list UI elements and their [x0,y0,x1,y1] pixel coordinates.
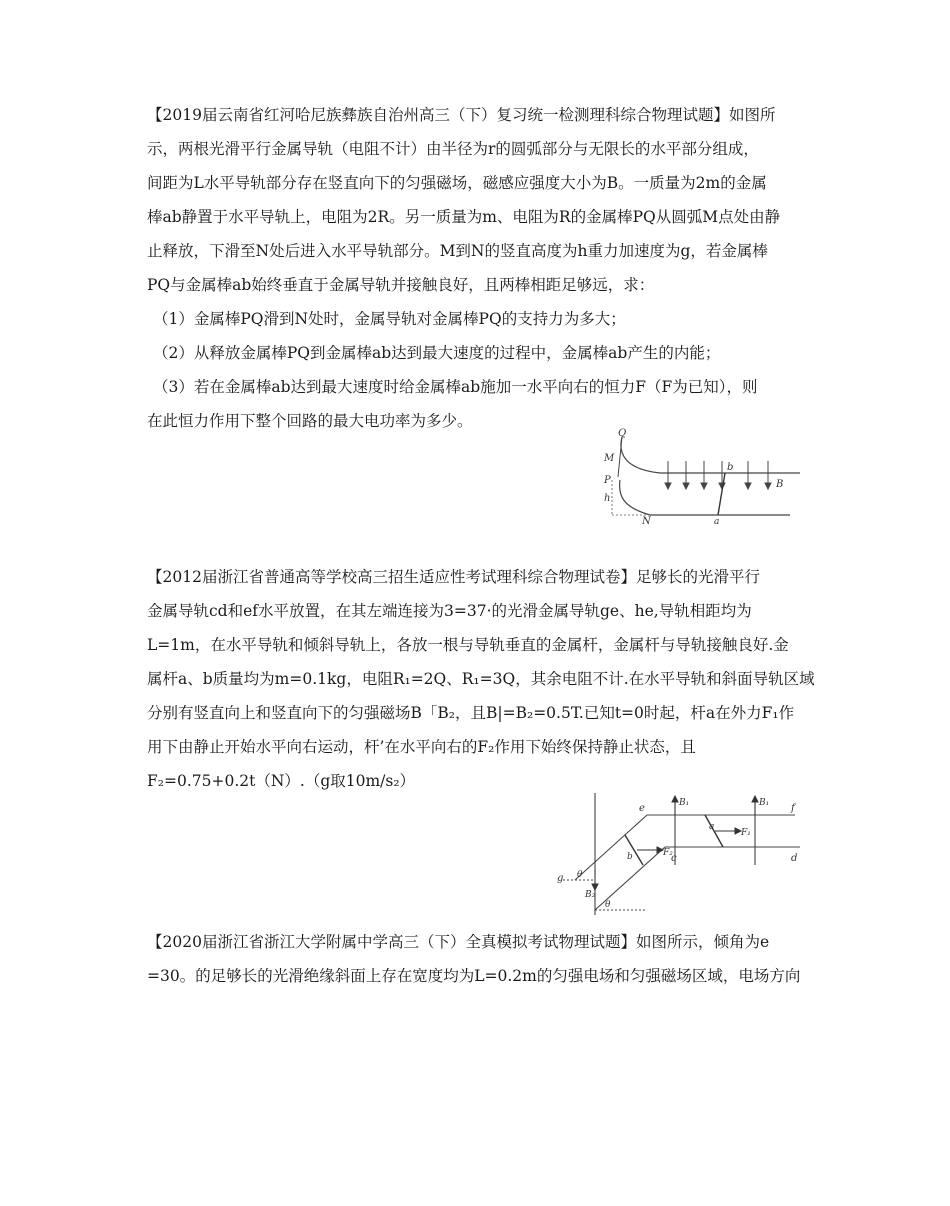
text-line: 【2020届浙江省浙江大学附属中学高三（下）全真模拟考试物理试题】如图所示，倾角为e [147,933,770,951]
label-theta-1: θ [577,870,583,880]
text-line: 止释放，下滑至N处后进入水平导轨部分。M到N的竖直高度为h重力加速度为g，若金属棒 [147,242,768,260]
label-c: c [671,853,677,864]
label-b: b [627,852,633,862]
text-line: 示，两根光滑平行金属导轨（电阻不计）由半径为r的圆弧部分与无限长的水平部分组成， [147,140,759,158]
figure-inclined-rails [555,785,810,920]
problem-3-text [147,925,809,993]
label-b: b [727,462,734,473]
text-line: 【2012届浙江省普通高等学校高三招生适应性考试理科综合物理试卷】足够长的光滑平行 [147,568,760,586]
rails-arc-diagram [590,425,805,525]
label-theta-2: θ [605,900,611,910]
figure-rails-arc [590,425,805,525]
label-g: g [557,873,564,884]
label-a: a [714,517,720,525]
text-line: PQ与金属棒ab始终垂直于金属导轨并接触良好，且两棒相距足够远，求： [147,276,655,294]
label-B1-left: B₁ [679,798,690,808]
label-Q: Q [618,428,627,439]
label-B: B [776,479,784,490]
text-line: 【2019届云南省红河哈尼族彝族自治州高三（下）复习统一检测理科综合物理试题】如图所 [147,106,776,124]
label-d: d [791,853,798,864]
label-B2: B₂ [585,890,596,900]
label-F2: F₂ [663,848,673,858]
inclined-rails-diagram [555,785,810,920]
label-N: N [642,516,651,525]
label-a: a [709,822,715,832]
text-line: 棒ab静置于水平导轨上，电阻为2R。另一质量为m、电阻为R的金属棒PQ从圆弧M点处由静 [147,208,781,226]
question-2: （2）从释放金属棒PQ到金属棒ab达到最大速度的过程中，金属棒ab产生的内能； [153,344,721,362]
label-h: h [604,493,611,504]
text-line: 属杆a、b质量均为m=0.1kg，电阻R₁=2Q、R₁=3Q，其余电阻不计.在水平导轨和斜面导轨区域 [147,670,815,688]
text-line: F₂=0.75+0.2t（N）.（g取10m/s₂） [147,772,416,790]
label-B1-right: B₁ [759,798,770,808]
problem-2-text [147,560,815,798]
text-line: 分别有竖直向上和竖直向下的匀强磁场B「B₂，且B|=B₂=0.5T.已知t=0时起，杆a在外力F₁作 [147,704,795,722]
question-1: （1）金属棒PQ滑到N处时，金属导轨对金属棒PQ的支持力为多大； [153,310,626,328]
text-line: =30。的足够长的光滑绝缘斜面上存在宽度均为L=0.2m的匀强电场和匀强磁场区域，电场方向 [147,967,801,985]
text-line: 金属导轨cd和ef水平放置，在其左端连接为3=37·的光滑金属导轨ge、he,导轨相距均为 [147,602,752,620]
label-P: P [604,475,611,486]
question-3: （3）若在金属棒ab达到最大速度时给金属棒ab施加一水平向右的恒力F（F为已知），则 [153,378,758,396]
label-e: e [639,803,645,814]
label-F1: F₁ [741,828,751,838]
problem-1-text [147,98,809,438]
text-line: 在此恒力作用下整个回路的最大电功率为多少。 [147,412,473,430]
label-M: M [604,453,615,464]
text-line: 用下由静止开始水平向右运动，杆’在水平向右的F₂作用下始终保持静止状态，且 [147,738,696,756]
text-line: L=1m，在水平导轨和倾斜导轨上，各放一根与导轨垂直的金属杆，金属杆与导轨接触良好.金 [147,636,789,654]
label-f: f [791,803,795,814]
text-line: 间距为L水平导轨部分存在竖直向下的匀强磁场，磁感应强度大小为B。一质量为2m的金属 [147,174,767,192]
